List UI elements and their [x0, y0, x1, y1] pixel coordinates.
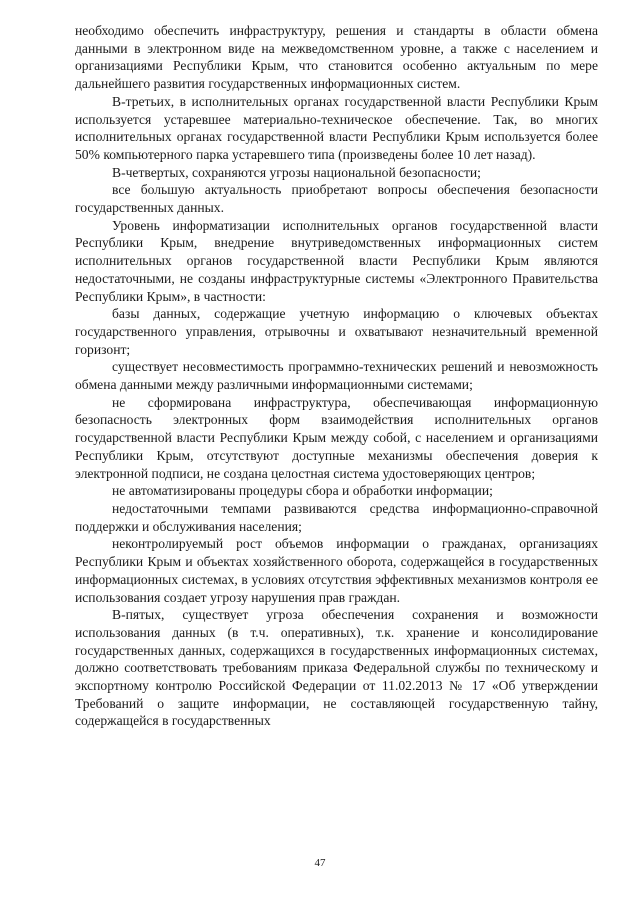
list-item-automation: не автоматизированы процедуры сбора и обработки информации; — [112, 483, 493, 499]
list-item-infrastructure: не сформирована инфраструктура, обеспечивающая информационную безопасность электронных форм взаимодействия исполнительных органов государственной власти Республики Крым между собой, с населением и организациями Республики Крым, отсутствуют доступные механизмы обеспечения доверия к электронной подписи, не создана целостная система удостоверяющих центров; — [75, 394, 598, 481]
list-item-databases: базы данных, содержащие учетную информацию о ключевых объектах государственного управления, отрывочны и охватывают незначительный временной горизонт; — [75, 306, 598, 357]
paragraph-third-point: В-третьих, в исполнительных органах государственной власти Республики Крым используется устаревшее материально-техническое обеспечение. Так, во многих исполнительных органах государственной власти Республики Крым используется более 50% компьютерного парка устаревшего типа (произведены более 10 лет назад). — [75, 93, 598, 162]
page-number: 47 — [314, 857, 326, 869]
list-item-reference-support: недостаточными темпами развиваются средства информационно-справочной поддержки и обслуживания населения; — [75, 500, 598, 534]
paragraph-fourth-point: В-четвертых, сохраняются угрозы национальной безопасности; — [112, 164, 481, 180]
paragraph-data-security: все большую актуальность приобретают вопросы обеспечения безопасности государственных данных. — [75, 182, 598, 216]
paragraph-fifth-point: В-пятых, существует угроза обеспечения сохранения и возможности использования данных (в т.ч. оперативных), т.к. хранение и консолидирование государственных данных, содержащихся в государственных информационных системах, должно соответствовать требованиям приказа Федеральной службы по техническому и экспортному контролю Российской Федерации от 11.02.2013 № 17 «Об утверждении Требований о защите информации, не составляющей государственную тайну, содержащейся в государственных — [75, 607, 598, 729]
list-item-incompatibility: существует несовместимость программно-технических решений и невозможность обмена данными между различными информационными системами; — [75, 359, 598, 393]
paragraph-continuation: необходимо обеспечить инфраструктуру, решения и стандарты в области обмена данными в электронном виде на межведомственном уровне, а также с населением и организациями Республики Крым, что становится особенно актуальным по мере дальнейшего развития государственных информационных систем. — [75, 23, 598, 92]
list-item-uncontrolled-growth: неконтролируемый рост объемов информации о гражданах, организациях Республики Крым и объектах хозяйственного оборота, содержащейся в государственных информационных системах, в условиях отсутствия эффективных механизмов контроля ее использования создает угрозу нарушения прав граждан. — [75, 536, 598, 605]
paragraph-informatization-level: Уровень информатизации исполнительных органов государственной власти Республики Крым, внедрение внутриведомственных информационных систем исполнительных органов государственной власти Республики Крым являются недостаточными, не созданы инфраструктурные системы «Электронного Правительства Республики Крым», в частности: — [75, 217, 598, 304]
document-body — [75, 22, 598, 730]
